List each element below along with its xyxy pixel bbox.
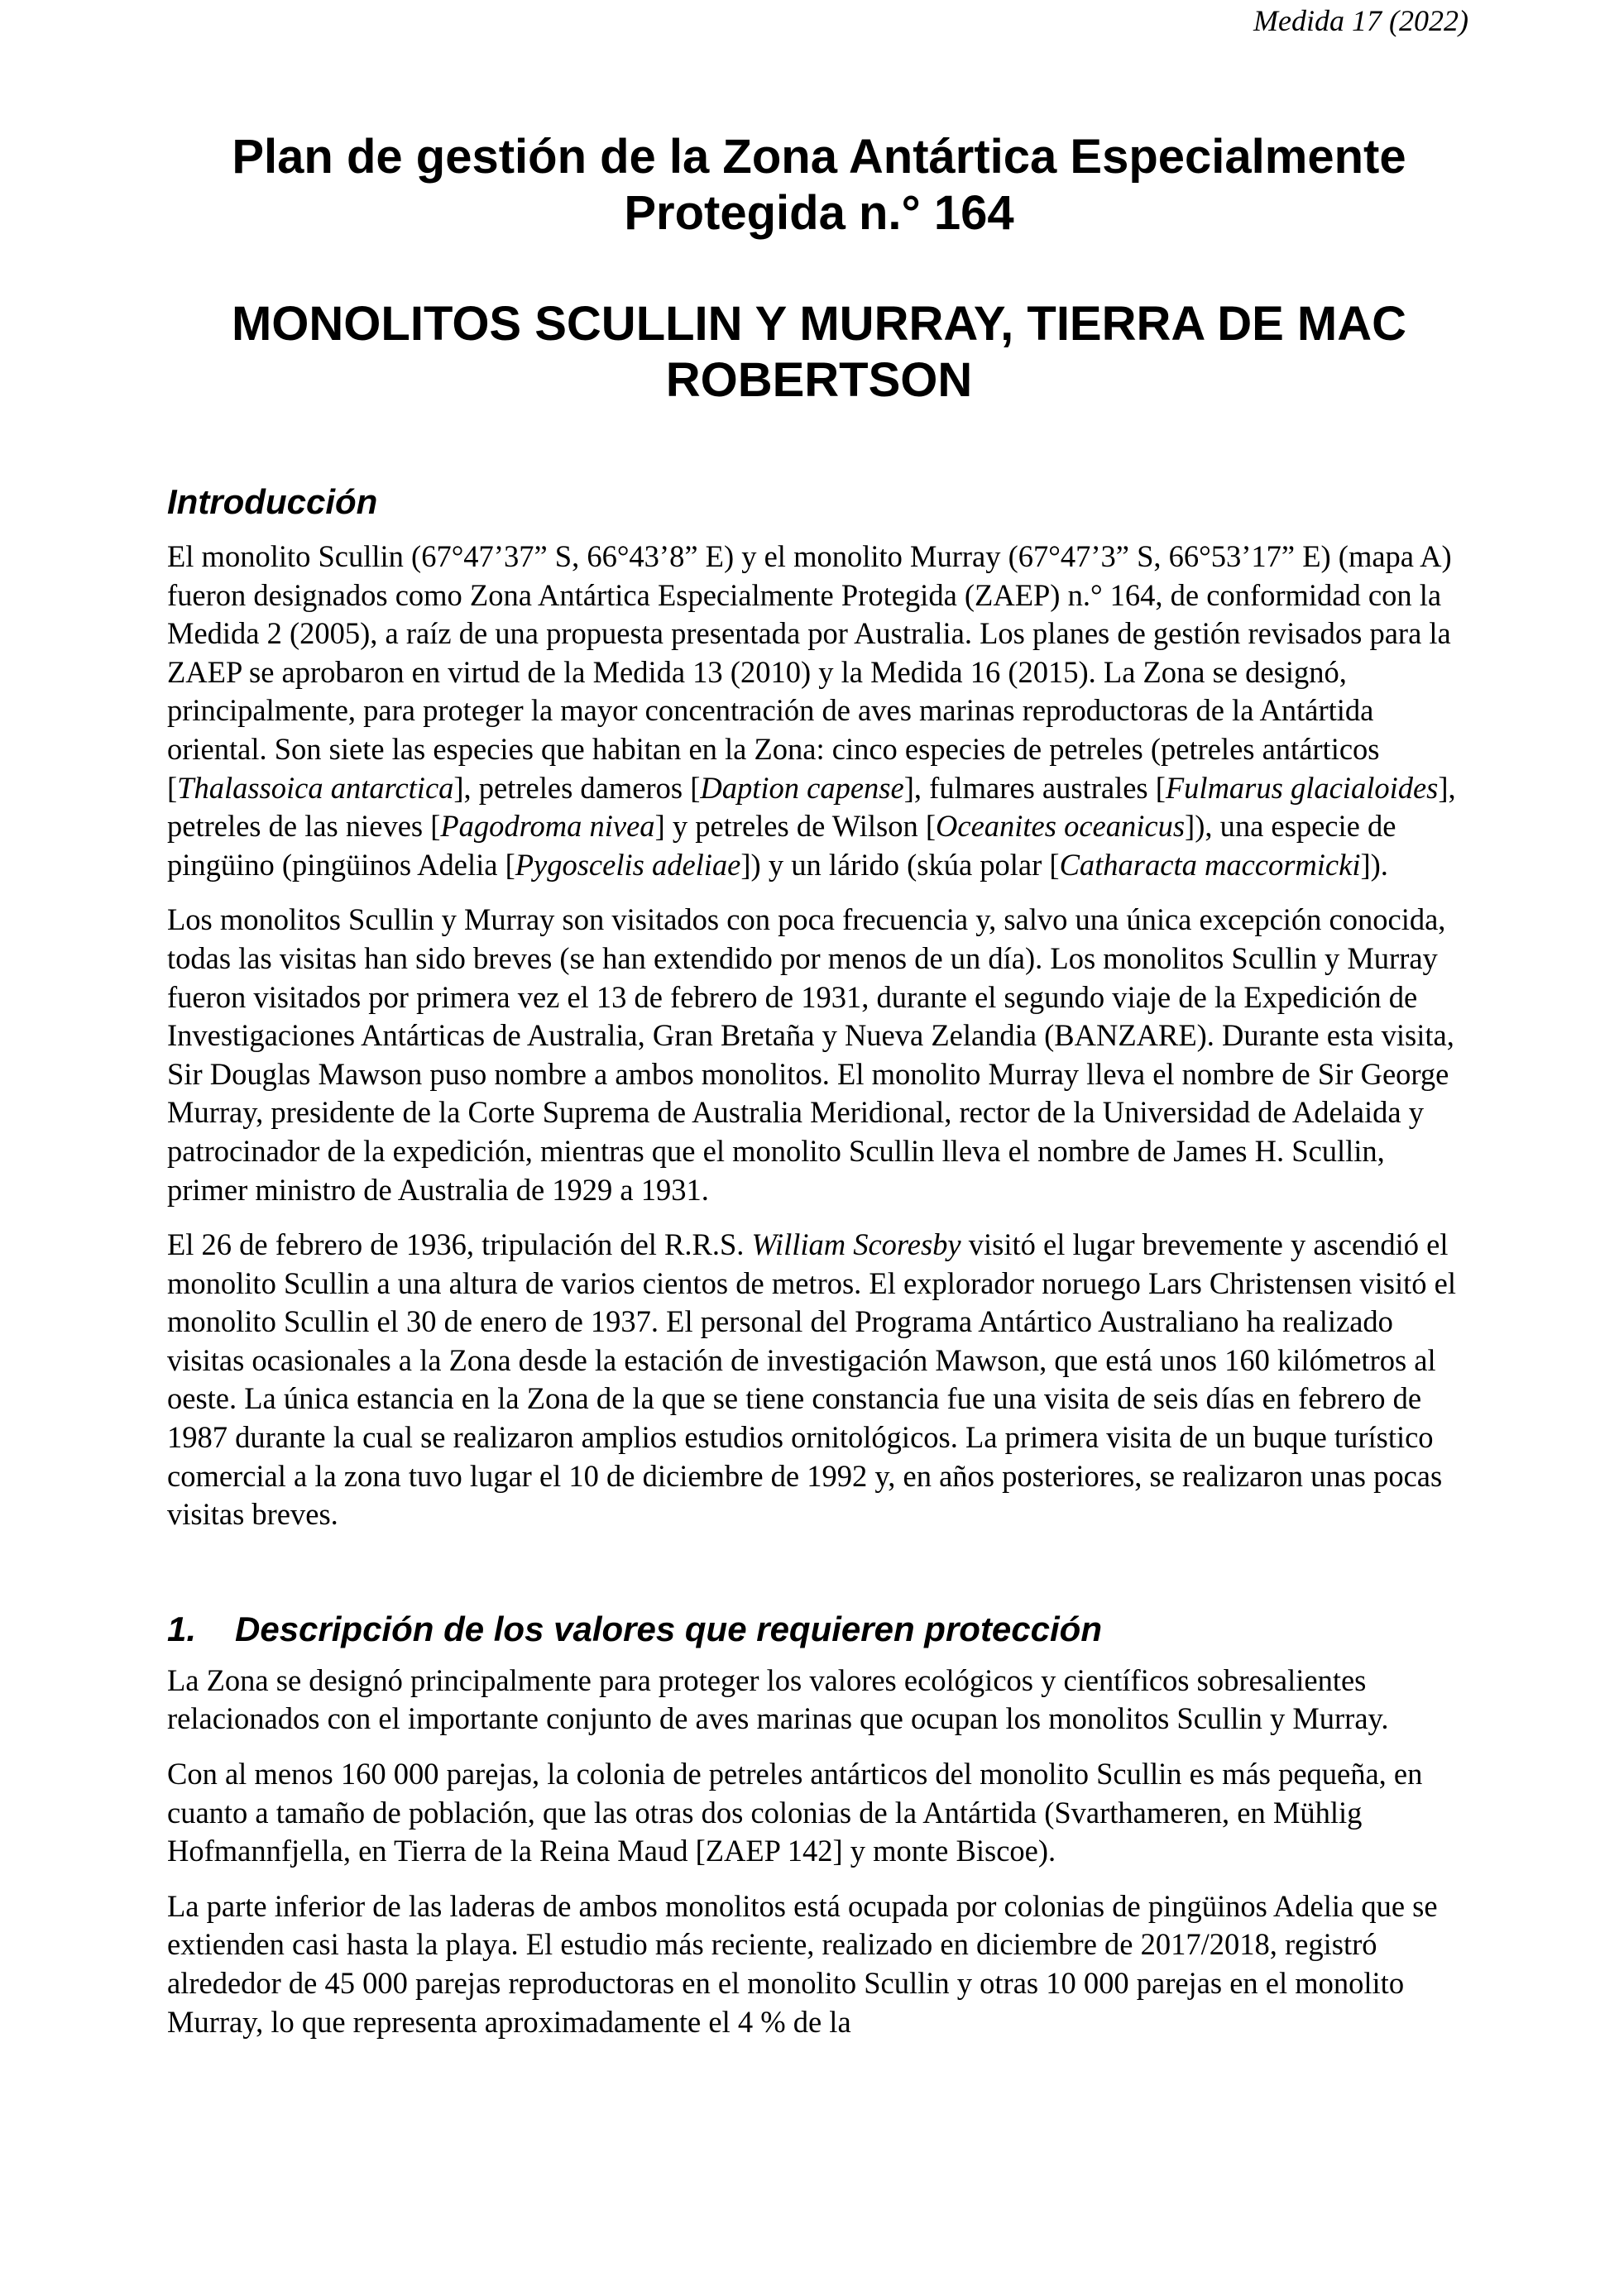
species-name: Pagodroma nivea (440, 809, 655, 844)
text-run: ], fulmares australes [ (903, 770, 1166, 805)
introduction-paragraph-3 (167, 1226, 1473, 1534)
section-1-paragraph-1: La Zona se designó principalmente para proteger los valores ecológicos y científicos sobresalientes relacionados con el importante conjunto de aves marinas que ocupan los monolitos Scullin y Murray. (167, 1662, 1389, 1736)
text-run: ], petreles dameros [ (453, 770, 701, 805)
text-run: ] y petreles de Wilson [ (654, 809, 937, 844)
section-1-paragraph-2: Con al menos 160 000 parejas, la colonia de petreles antárticos del monolito Scullin es más pequeña, en cuanto a tamaño de población, que las otras dos colonias de la Antártida (Svarthameren, en Mühlig Hofmannfjella, en Tierra de la Reina Maud [ZAEP 142] y monte Biscoe). (167, 1757, 1423, 1868)
section-number: 1. (167, 1609, 197, 1648)
species-name: Pygoscelis adeliae (515, 847, 741, 882)
text-run: El 26 de febrero de 1936, tripulación del R.R.S. (167, 1227, 752, 1262)
species-name: Daption capense (700, 770, 904, 805)
document-subtitle: MONOLITOS SCULLIN Y MURRAY, TIERRA DE MAC ROBERTSON (231, 297, 1407, 407)
ship-name: William Scoresby (751, 1227, 961, 1262)
introduction-heading: Introducción (167, 482, 378, 521)
text-run: visitó el lugar brevemente y ascendió el monolito Scullin a una altura de varios cientos de metros. El explorador noruego Lars Christensen visitó el monolito Scullin el 30 de enero de 1937. El personal del Programa Antártico Australiano ha realizado visitas ocasionales a la Zona desde la estación de investigación Mawson, que está unos 160 kilómetros al oeste. La única estancia en la Zona de la que se tiene constancia fue una visita de seis días en febrero de 1987 durante la cual se realizaron amplios estudios ornitológicos. La primera visita de un buque turístico comercial a la zona tuvo lugar el 10 de diciembre de 1992 y, en años posteriores, se realizaron unas pocas visitas breves. (167, 1227, 1456, 1532)
text-run: El monolito Scullin (67°47’37” S, 66°43’8” E) y el monolito Murray (67°47’3” S, 66°53’17” E) (mapa A) fueron designados como Zona Antártica Especialmente Protegida (ZAEP) n.° 164, de conformidad con la Medida 2 (2005), a raíz de una propuesta presentada por Australia. Los planes de gestión revisados para la ZAEP se aprobaron en virtud de la Medida 13 (2010) y la Medida 16 (2015). La Zona se designó, principalmente, para proteger la mayor concentración de aves marinas reproductoras de la Antártida oriental. Son siete las especies que habitan en la Zona: cinco especies de petreles (petreles antárticos [ (167, 539, 1452, 805)
introduction-paragraph-2: Los monolitos Scullin y Murray son visitados con poca frecuencia y, salvo una única excepción conocida, todas las visitas han sido breves (se han extendido por menos de un día). Los monolitos Scullin y Murray fueron visitados por primera vez el 13 de febrero de 1931, durante el segundo viaje de la Expedición de Investigaciones Antárticas de Australia, Gran Bretaña y Nueva Zelandia (BANZARE). Durante esta visita, Sir Douglas Mawson puso nombre a ambos monolitos. El monolito Murray lleva el nombre de Sir George Murray, presidente de la Corte Suprema de Australia Meridional, rector de la Universidad de Adelaida y patrocinador de la expedición, mientras que el monolito Scullin lleva el nombre de James H. Scullin, primer ministro de Australia de 1929 a 1931. (167, 902, 1454, 1207)
document-title: Plan de gestión de la Zona Antártica Especialmente Protegida n.° 164 (232, 130, 1406, 240)
text-run: ]). (1360, 847, 1388, 882)
text-run: ]), una especie de pingüino (pingüinos Adelia [ (167, 809, 1396, 882)
section-title: Descripción de los valores que requieren protección (235, 1609, 1102, 1648)
text-run: ], petreles de las nieves [ (167, 770, 1456, 844)
species-name: Thalassoica antarctica (177, 770, 454, 805)
measure-reference: Medida 17 (2022) (1253, 4, 1468, 37)
document-body (167, 480, 1473, 2058)
species-name: Oceanites oceanicus (936, 809, 1186, 844)
species-name: Fulmarus glacialoides (1165, 770, 1439, 805)
section-1-paragraph-3: La parte inferior de las laderas de ambos monolitos está ocupada por colonias de pingüinos Adelia que se extienden casi hasta la playa. El estudio más reciente, realizado en diciembre de 2017/2018, registró alrededor de 45 000 parejas reproductoras en el monolito Scullin y otras 10 000 parejas en el monolito Murray, lo que representa aproximadamente el 4 % de la (167, 1888, 1438, 2039)
text-run: ]) y un lárido (skúa polar [ (740, 847, 1060, 882)
species-name: Catharacta maccormicki (1059, 847, 1361, 882)
introduction-paragraph-1 (167, 538, 1473, 884)
section-1-heading (167, 1607, 1473, 1652)
